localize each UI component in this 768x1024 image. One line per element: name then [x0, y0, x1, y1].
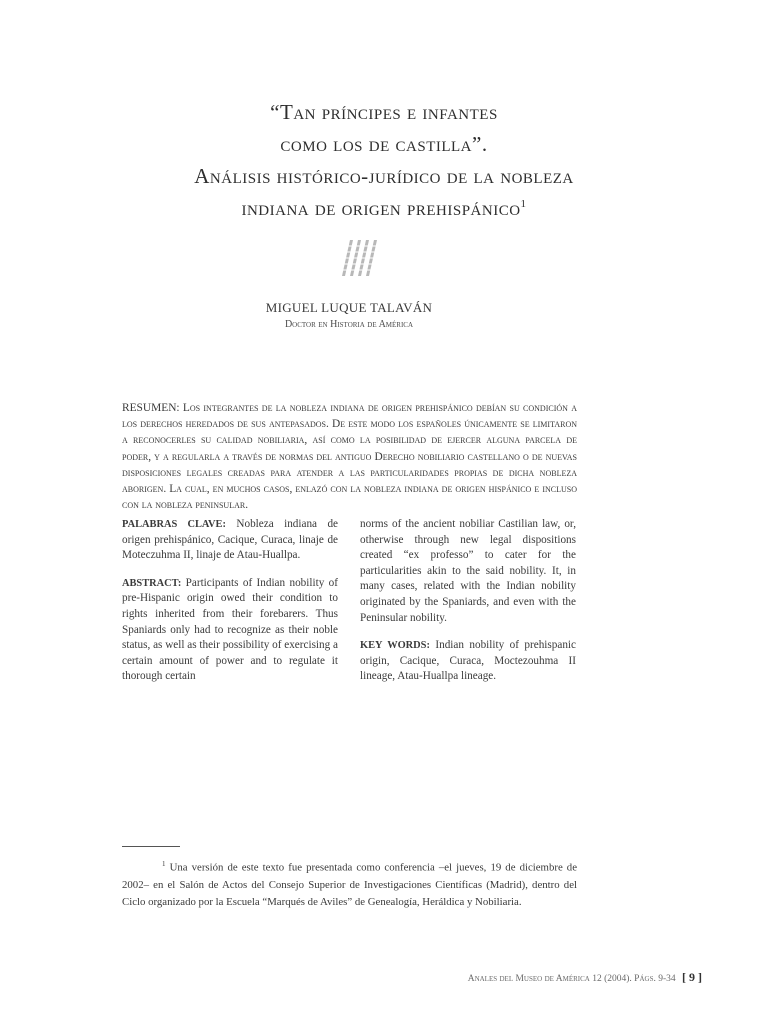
key-words-text: Indian nobility of prehispanic origin, Cacique, Curaca, Moctezouhma II lineage, Atau-Huallpa lineage. [360, 639, 577, 683]
palabras-clave-text: Nobleza indiana de origen prehispánico, Cacique, Curaca, linaje de Moteczuhma II, linaje de Atau-Huallpa. [122, 518, 339, 562]
abstract-continued: norms of the ancient nobiliar Castilian law, or, otherwise through new legal dispositions created “ex professo” to cater for the particularities akin to the said nobility. It, in many cases, related with the Indian nobility originated by the Spaniards, and even with the Peninsular nobility. [360, 518, 576, 624]
ornament-icon [338, 240, 378, 276]
title-line-3: Análisis histórico-jurídico de la nobleza [194, 164, 574, 188]
palabras-clave-label: PALABRAS CLAVE: [122, 519, 226, 530]
page-number: [ 9 ] [682, 970, 702, 984]
footnote-divider [122, 846, 180, 847]
abstract-label: ABSTRACT: [122, 577, 182, 589]
title-line-1: “Tan príncipes e infantes [270, 100, 498, 124]
key-words-label: KEY WORDS: [360, 640, 430, 652]
title-line-4 [100, 192, 668, 224]
footnote-mark: 1 [162, 860, 166, 868]
abstract-text: Participants of Indian nobility of pre-Hispanic origin owed their condition to rights inherited from their forebarers. Thus Spaniards only had to recognize as their noble status, as well as their possibility of exercising a certain amount of power and to regulate it thorough certain [122, 576, 338, 683]
running-footer [468, 970, 702, 985]
article-title [100, 96, 668, 224]
left-column [122, 517, 338, 697]
journal-citation: Anales del Museo de América 12 (2004). Págs. 9-34 [467, 974, 676, 984]
footnote-text: Una versión de este texto fue presentada como conferencia –el jueves, 19 de diciembre de 2002– en el Salón de Actos del Consejo Superior de Investigaciones Científicas (Madrid), dentro del Ciclo organizado por la Escuela “Marqués de Aviles” de Genealogía, Heráldica y Nobiliaria. [122, 861, 577, 908]
title-footnote-mark: 1 [520, 198, 527, 210]
resumen-label: RESUMEN: [122, 402, 180, 414]
title-line-4-text: indiana de origen prehispánico [241, 196, 521, 220]
resumen-text: Los integrantes de la nobleza indiana de origen prehispánico debían su condición a los derechos heredados de sus antepasados. De este modo los españoles únicamente se limitaron a reconocerles su calidad nobiliaria, así como la posibilidad de ejercer alguna parcela de poder, y a regularla a través de normas del antiguo Derecho nobiliario castellano o de nuevas disposiciones legales creadas para atender a las particularidades propias de dicha nobleza aborigen. La cual, en muchos casos, enlazó con la nobleza indiana de origen hispánico e incluso con la nobleza peninsular. [122, 402, 578, 512]
author-name: MIGUEL LUQUE TALAVÁN [265, 300, 433, 315]
resumen-block [122, 400, 577, 513]
palabras-clave-paragraph [122, 517, 338, 564]
title-line-2: como los de castilla”. [280, 132, 488, 156]
abstract-paragraph [122, 576, 338, 685]
author-affiliation: Doctor en Historia de América [284, 319, 414, 330]
right-column [360, 517, 576, 697]
key-words-paragraph [360, 638, 576, 685]
footnote [122, 856, 577, 911]
